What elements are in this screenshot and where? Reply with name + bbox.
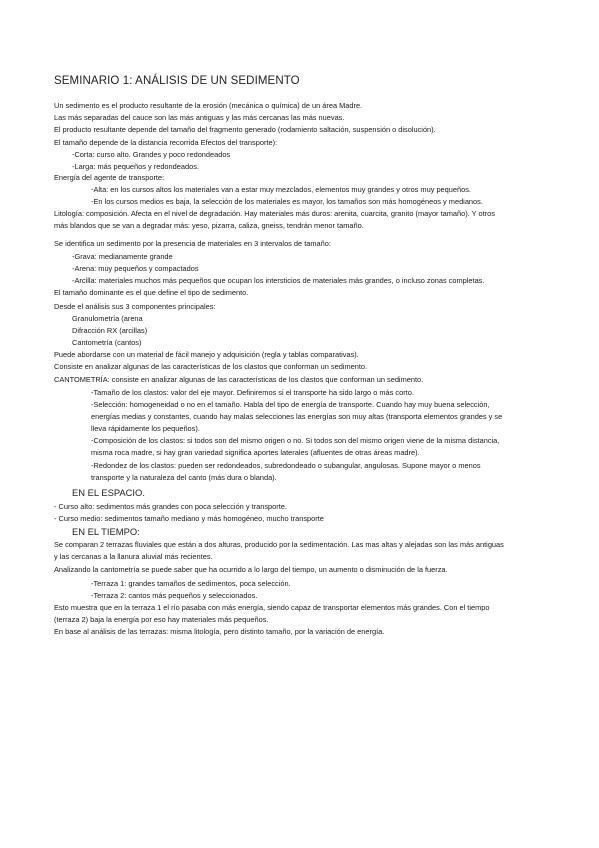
text-line: Puede abordarse con un material de fácil manejo y adquisición (regla y tablas comparativas). [54,350,359,359]
text-line: Energía del agente de transporte: [54,173,165,182]
list-item: -Tamaño de los clastos: valor del eje mayor. Definiremos si el transporte ha sido largo o más corto. [91,388,414,397]
list-item: -Selección: homogeneidad o no en el tamaño. Habla del tipo de energía de transporte. Cuando hay muy buena selección, [91,400,490,409]
text-line: Desde el análisis sus 3 componentes principales: [54,302,216,311]
text-line: Se identifica un sedimento por la presencia de materiales en 3 intervalos de tamaño: [54,239,331,248]
text-line: Un sedimento es el producto resultante de la erosión (mecánica o química) de un área Madre. [54,101,363,110]
list-item: -Alta: en los cursos altos los materiales van a estar muy mezclados, elementos muy grandes y otros muy pequeños. [91,185,471,194]
list-item: -Terraza 2: cantos más pequeños y seleccionados. [91,591,258,600]
text-line: El tamaño dominante es el que define el tipo de sedimento. [54,288,249,297]
text-line: transporte y la naturaleza del canto (más dura o blanda). [91,473,277,482]
text-line: lleva rápidamente los pequeños). [91,424,200,433]
text-line: más blandos que se van a degradar más: yeso, pizarra, caliza, gneiss, tendrán menor tamaño. [54,221,364,230]
list-item: Difracción RX (arcillas) [72,326,148,335]
list-item: Cantometría (cantos) [72,338,142,347]
list-item: -Corta: curso alto. Grandes y poco redondeados [72,150,231,159]
list-item: -Composición de los clastos: si todos son del mismo origen o no. Si todos son del mismo origen viene de la misma distancia, [91,436,500,445]
list-item: -Arcilla: materiales muchos más pequeños que ocupan los intersticios de materiales más grandes, o incluso zonas completas. [72,276,485,285]
text-line: El tamaño depende de la distancia recorrida Efectos del transporte): [54,138,278,147]
text-line: (terraza 2) baja la energía por eso hay materiales más pequeños. [54,615,269,624]
text-line: En base al análisis de las terrazas: misma litología, pero distinto tamaño, por la variación de energía. [54,627,385,636]
text-line: Analizando la cantometría se puede saber que ha ocurrido a lo largo del tiempo, un aumento o disminución de la fuerza. [54,565,448,574]
list-item: Granulometría (arena [72,314,143,323]
text-line: Se comparan 2 terrazas fluviales que están a dos alturas, producido por la sedimentación. Las mas altas y alejadas son las más antiguas [54,540,504,549]
list-item: -Grava: medianamente grande [72,252,173,261]
document-title: SEMINARIO 1: ANÁLISIS DE UN SEDIMENTO [54,75,300,87]
list-item: -Arena: muy pequeños y compactados [72,264,199,273]
text-line: Esto muestra que en la terraza 1 el río pasaba con más energía, siendo capaz de transportar elementos más grandes. Con el tiempo [54,603,490,612]
text-line: El producto resultante depende del tamaño del fragmento generado (rodamiento saltación, suspensión o disolución). [54,125,436,134]
list-item: - Curso alto: sedimentos más grandes con poca selección y transporte. [54,502,287,511]
text-line: Consiste en analizar algunas de las características de los clastos que conforman un sedimento. [54,362,368,371]
text-line: y las cercanas a la llanura aluvial más recientes. [54,552,213,561]
list-item: -Terraza 1: grandes tamaños de sedimentos, poca selección. [91,579,291,588]
section-heading: EN EL TIEMPO: [72,526,140,537]
list-item: -En los cursos medios es baja, la selección de los materiales es mayor, los tamaños son más homogéneos y medianos. [91,197,483,206]
list-item: - Curso medio: sedimentos tamaño mediano y más homogéneo, mucho transporte [54,514,324,523]
text-line: Las más separadas del cauce son las más antiguas y las más cercanas las más nuevas. [54,113,345,122]
text-line: CANTOMETRÍA: consiste en analizar algunas de las características de los clastos que conforman un sedimento. [54,375,424,384]
text-line: energías medias y constantes, cuando hay malas selecciones las energías son muy altas (transporta elementos grandes y se [91,412,503,421]
section-heading: EN EL ESPACIO. [72,487,145,498]
text-line: misma roca madre, si hay gran variedad significa aportes laterales (afluentes de otras áreas madre). [91,448,420,457]
list-item: -Larga: más pequeños y redondeados. [72,162,199,171]
list-item: -Redondez de los clastos: pueden ser redondeados, subredondeado o subangular, angulosas. Supone mayor o menos [91,461,481,470]
text-line: Litología: composición. Afecta en el nivel de degradación. Hay materiales más duros: arenita, cuarcita, granito (mayor tamaño). Y otros [54,209,495,218]
